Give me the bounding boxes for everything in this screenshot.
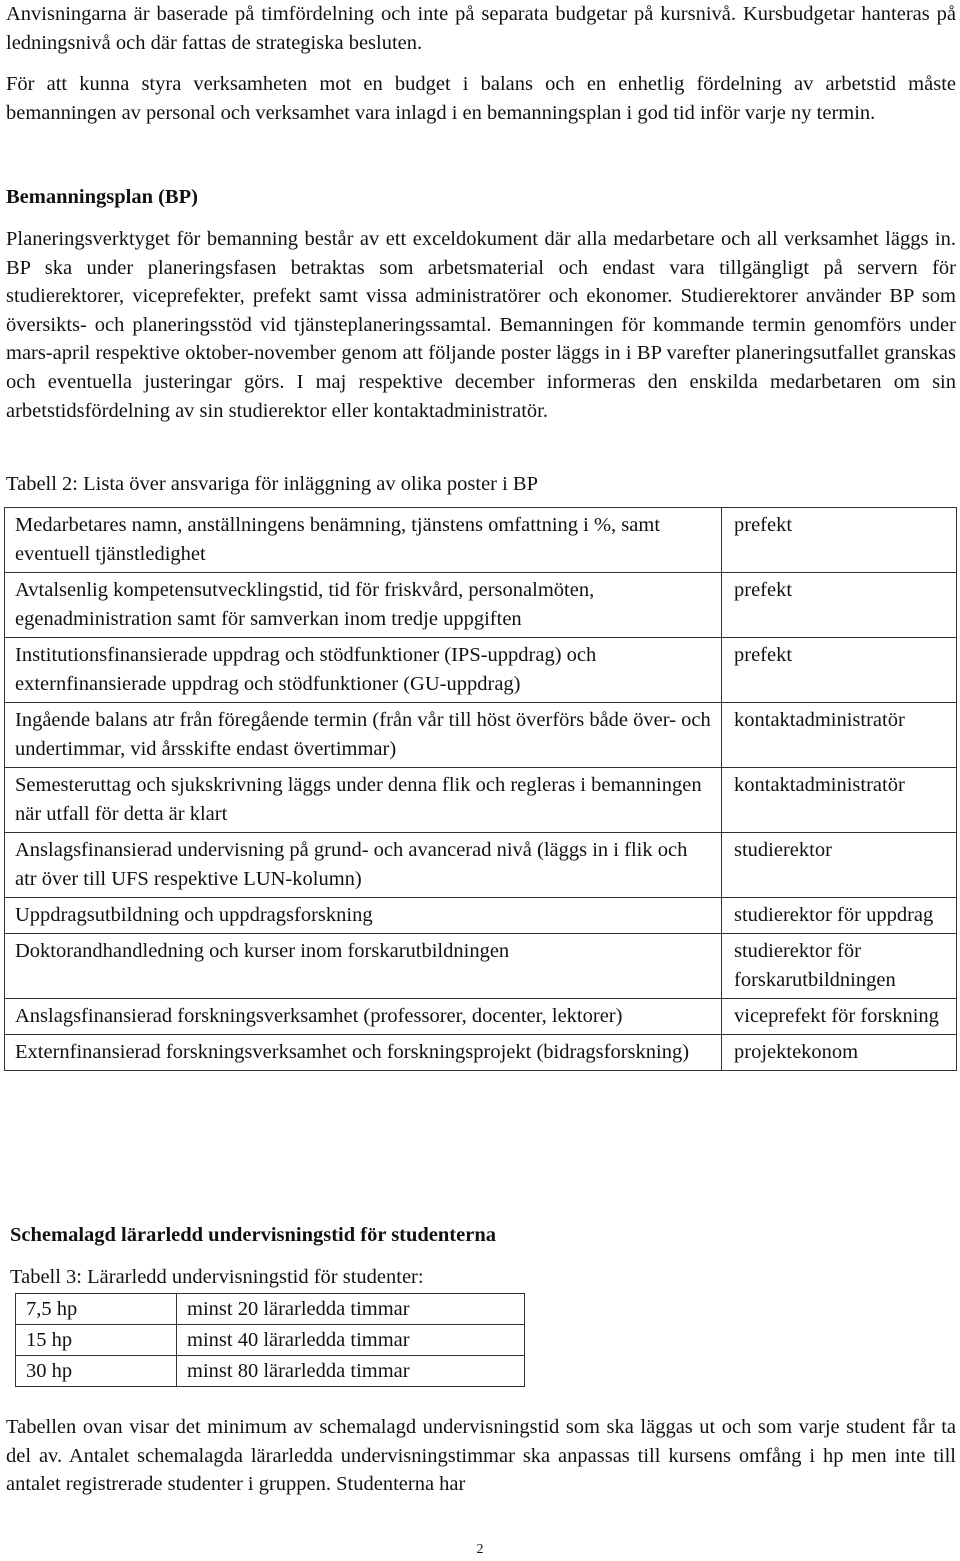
table-row <box>5 833 957 898</box>
post-cell: Externfinansierad forskningsverksamhet och forskningsprojekt (bidragsforskning) <box>5 1035 722 1071</box>
hours-cell: minst 40 lärarledda timmar <box>177 1325 525 1356</box>
hp-cell: 30 hp <box>16 1356 177 1387</box>
post-cell: Ingående balans atr från föregående termin (från vår till höst överförs både över- och undertimmar, vid årsskifte endast övertimmar) <box>5 703 722 768</box>
post-cell: Anslagsfinansierad forskningsverksamhet (professorer, docenter, lektorer) <box>5 999 722 1035</box>
table-row <box>16 1325 525 1356</box>
responsible-cell: projektekonom <box>722 1035 957 1071</box>
hp-cell: 7,5 hp <box>16 1294 177 1325</box>
table-row <box>5 573 957 638</box>
responsible-cell: prefekt <box>722 638 957 703</box>
responsible-cell: studierektor för forskarutbildningen <box>722 934 957 999</box>
table-row <box>5 898 957 934</box>
responsible-cell: studierektor <box>722 833 957 898</box>
table-row <box>16 1356 525 1387</box>
intro-paragraph-2: För att kunna styra verksamheten mot en budget i balans och en enhetlig fördelning av arbetstid måste bemanningen av personal och verksamhet vara inlagd i en bemanningsplan i god tid inför varje ny termin. <box>6 73 956 124</box>
table-row <box>5 934 957 999</box>
post-cell: Anslagsfinansierad undervisning på grund- och avancerad nivå (läggs in i flik och atr över till UFS respektive LUN-kolumn) <box>5 833 722 898</box>
responsible-cell: studierektor för uppdrag <box>722 898 957 934</box>
post-cell: Avtalsenlig kompetensutvecklingstid, tid för friskvård, personalmöten, egenadministration samt för samverkan inom tredje uppgiften <box>5 573 722 638</box>
post-cell: Uppdragsutbildning och uppdragsforskning <box>5 898 722 934</box>
intro-paragraph-1: Anvisningarna är baserade på timfördelning och inte på separata budgetar på kursnivå. Kursbudgetar hanteras på ledningsnivå och där fattas de strategiska besluten. <box>6 3 956 54</box>
hours-cell: minst 20 lärarledda timmar <box>177 1294 525 1325</box>
bp-paragraph: Planeringsverktyget för bemanning består av ett exceldokument där alla medarbetare och all verksamhet läggs in. BP ska under planeringsfasen betraktas som arbetsmaterial och endast vara tillgängligt på servern för studierektorer, viceprefekter, prefekt samt vissa administratörer och ekonomer. Studierektorer använder BP som översikts- och planeringsstöd vid tjänsteplaneringssamtal. Bemanningen för kommande termin genomförs under mars-april respektive oktober-november genom att följande poster läggs in i BP varefter planeringsutfallet granskas och eventuella justeringar görs. I maj respektive december informeras den enskilda medarbetaren om sin arbetstidsfördelning av sin studierektor eller kontaktadministratör. <box>6 228 956 422</box>
hp-cell: 15 hp <box>16 1325 177 1356</box>
post-cell: Medarbetares namn, anställningens benämning, tjänstens omfattning i %, samt eventuell tjänstledighet <box>5 508 722 573</box>
post-cell: Doktorandhandledning och kurser inom forskarutbildningen <box>5 934 722 999</box>
responsible-cell: prefekt <box>722 508 957 573</box>
responsibility-table <box>4 507 957 1071</box>
post-cell: Semesteruttag och sjukskrivning läggs under denna flik och regleras i bemanningen när utfall för detta är klart <box>5 768 722 833</box>
responsible-cell: prefekt <box>722 573 957 638</box>
table-row <box>5 999 957 1035</box>
post-cell: Institutionsfinansierade uppdrag och stödfunktioner (IPS-uppdrag) och externfinansierade uppdrag och stödfunktioner (GU-uppdrag) <box>5 638 722 703</box>
hours-cell: minst 80 lärarledda timmar <box>177 1356 525 1387</box>
page-number: 2 <box>476 1542 484 1557</box>
table-row <box>5 508 957 573</box>
table-2-caption: Tabell 2: Lista över ansvariga för inläggning av olika poster i BP <box>6 473 539 495</box>
section-heading-bemanningsplan: Bemanningsplan (BP) <box>6 186 198 208</box>
table-row <box>5 703 957 768</box>
table-row <box>5 768 957 833</box>
responsible-cell: viceprefekt för forskning <box>722 999 957 1035</box>
closing-paragraph: Tabellen ovan visar det minimum av schemalagd undervisningstid som ska läggas ut och som varje student får ta del av. Antalet schemalagda lärarledda undervisningstimmar ska anpassas till kursens omfång i hp men inte till antalet registrerade studenter i gruppen. Studenterna har <box>6 1416 956 1496</box>
responsible-cell: kontaktadministratör <box>722 768 957 833</box>
table-row <box>16 1294 525 1325</box>
section-heading-schemalagd: Schemalagd lärarledd undervisningstid för studenterna <box>10 1224 496 1246</box>
table-3-caption: Tabell 3: Lärarledd undervisningstid för studenter: <box>10 1266 424 1288</box>
teaching-hours-table <box>15 1293 525 1387</box>
responsible-cell: kontaktadministratör <box>722 703 957 768</box>
table-row <box>5 638 957 703</box>
table-row <box>5 1035 957 1071</box>
